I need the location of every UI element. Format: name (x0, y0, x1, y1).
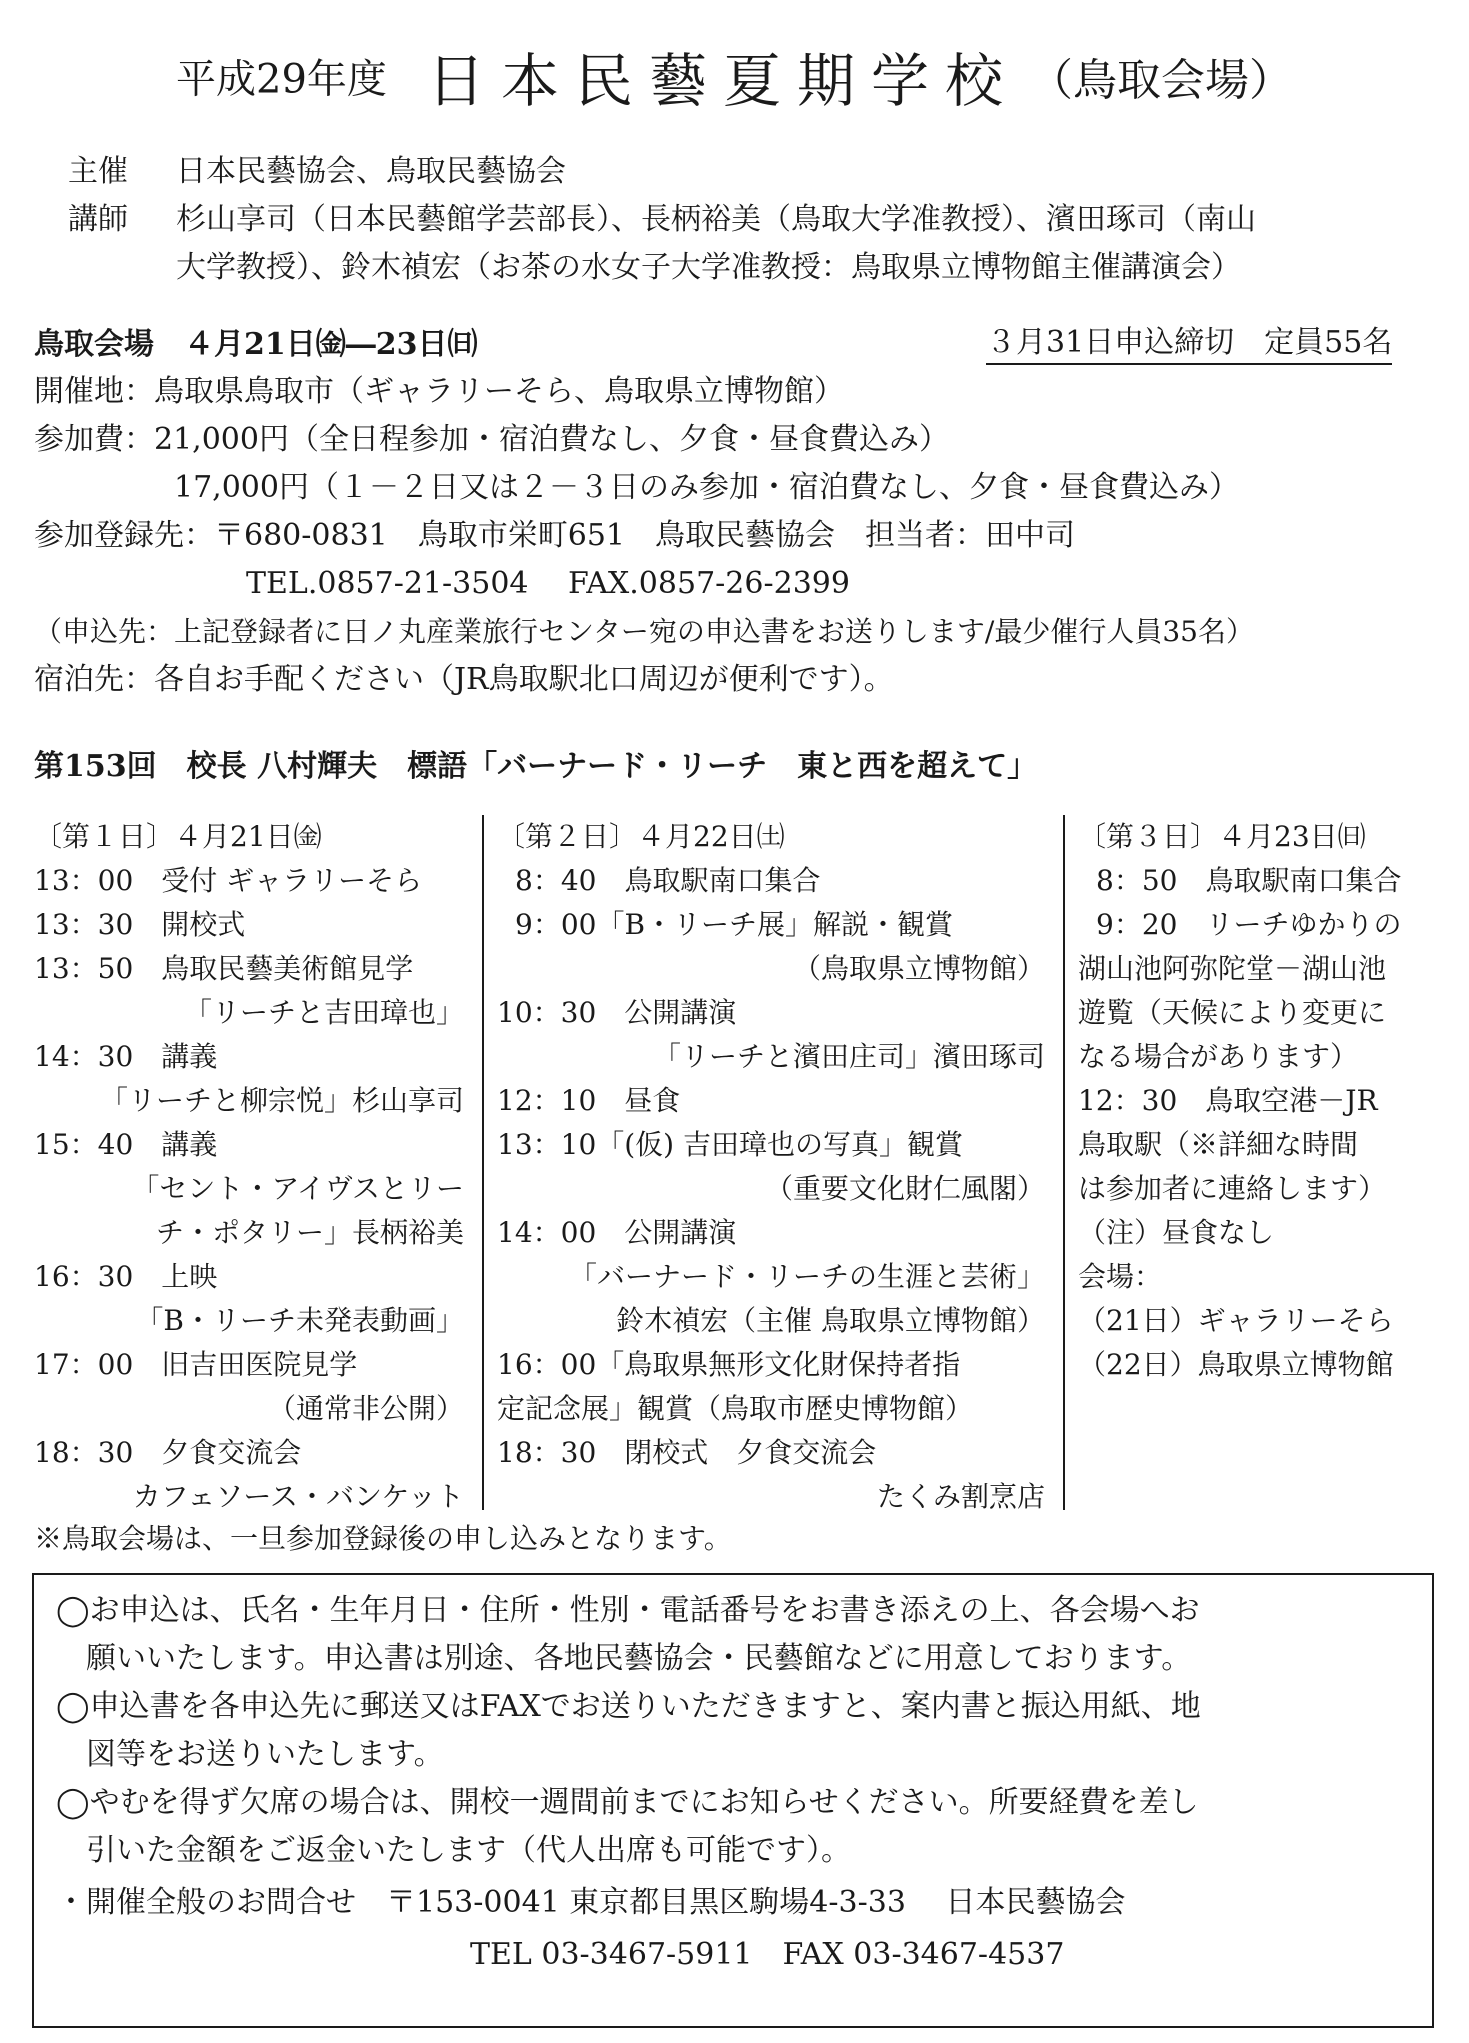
notice-line: 図等をお送りいたします。 (86, 1737, 444, 1772)
footnote: ※鳥取会場は、一旦参加登録後の申し込みとなります。 (34, 1522, 732, 1555)
schedule-item: カフェソース・バンケット (132, 1480, 464, 1513)
schedule-item: たくみ割烹店 (876, 1480, 1045, 1513)
schedule-item: 8：40 鳥取駅南口集合 (515, 864, 821, 897)
schedule-item: （通常非公開） (267, 1392, 464, 1425)
schedule-item: 鈴木禎宏（主催 鳥取県立博物館） (616, 1304, 1045, 1337)
schedule-item: （22日）鳥取県立博物館 (1078, 1348, 1394, 1381)
schedule-item: 13：10「(仮) 吉田璋也の写真」観賞 (497, 1128, 964, 1161)
schedule-item: チ・ポタリー」長柄裕美 (155, 1216, 464, 1249)
schedule-item: 「リーチと濱田庄司」濱田琢司 (652, 1040, 1045, 1073)
deadline-text: ３月31日申込締切 定員55名 (986, 323, 1392, 365)
schedule-item: 14：00 公開講演 (497, 1216, 737, 1249)
schedule-item: （21日）ギャラリーそら (1078, 1304, 1394, 1337)
schedule-item: 12：10 昼食 (497, 1084, 681, 1117)
schedule-item: 9：20 リーチゆかりの (1096, 908, 1402, 941)
schedule-item: 湖山池阿弥陀堂－湖山池 (1078, 952, 1387, 985)
session-heading: 鳥取会場 ４月21日㈮―23日㈰ (34, 327, 478, 362)
day-heading: 〔第１日〕４月21日㈮ (34, 820, 322, 853)
schedule-item: 12：30 鳥取空港－JR (1078, 1084, 1378, 1117)
location-text: 開催地：鳥取県鳥取市（ギャラリーそら、鳥取県立博物館） (34, 374, 844, 409)
title-main: 日本民藝夏期学校 (426, 47, 1019, 115)
schedule-item: 定記念展」観賞（鳥取市歴史博物館） (497, 1392, 974, 1425)
lecturers-line-2: 大学教授）、鈴木禎宏（お茶の水女子大学准教授：鳥取県立博物館主催講演会） (176, 250, 1241, 285)
notice-line: 引いた金額をご返金いたします（代人出席も可能です）。 (86, 1833, 851, 1868)
schedule-item: 13：00 受付 ギャラリーそら (34, 864, 423, 897)
schedule-item: 「リーチと吉田璋也」 (183, 996, 464, 1029)
schedule-item: 「バーナード・リーチの生涯と芸術」 (568, 1260, 1045, 1293)
notice-line: ◯申込書を各申込先に郵送又はFAXでお送りいただきますと、案内書と振込用紙、地 (56, 1689, 1201, 1724)
day-heading: 〔第３日〕４月23日㈰ (1078, 820, 1366, 853)
schedule-item: 16：00「鳥取県無形文化財保持者指 (497, 1348, 961, 1381)
schedule-day-1 (34, 815, 464, 1519)
schedule-item: 遊覧（天候により変更に (1078, 996, 1387, 1029)
host-text: 日本民藝協会、鳥取民藝協会 (176, 154, 566, 189)
schedule-item: 13：30 開校式 (34, 908, 246, 941)
fee-line-1: 参加費：21,000円（全日程参加・宿泊費なし、夕食・昼食費込み） (34, 422, 949, 457)
schedule-item: 「B・リーチ未発表動画」 (135, 1304, 464, 1337)
lodging-text: 宿泊先：各自お手配ください（JR鳥取駅北口周辺が便利です）。 (34, 662, 894, 697)
schedule-day-3 (1078, 815, 1438, 1387)
schedule-item: 18：30 閉校式 夕食交流会 (497, 1436, 877, 1469)
inquiry-phone: TEL 03-3467-5911 FAX 03-3467-4537 (470, 1937, 1065, 1972)
schedule-day-2 (497, 815, 1045, 1519)
page-title (0, 34, 1469, 118)
schedule-item: 8：50 鳥取駅南口集合 (1096, 864, 1402, 897)
schedule-item: 14：30 講義 (34, 1040, 218, 1073)
schedule-item: 会場： (1078, 1260, 1163, 1293)
title-year: 平成29年度 (176, 56, 387, 103)
schedule-item: 「リーチと柳宗悦」杉山享司 (99, 1084, 464, 1117)
fee-line-2: 17,000円（１－２日又は２－３日のみ参加・宿泊費なし、夕食・昼食費込み） (174, 470, 1239, 505)
schedule-item: 18：30 夕食交流会 (34, 1436, 302, 1469)
title-venue: （鳥取会場） (1028, 55, 1293, 106)
schedule-item: は参加者に連絡します） (1078, 1172, 1387, 1205)
schedule-item: 「セント・アイヴスとリー (131, 1172, 464, 1205)
column-divider (482, 815, 484, 1510)
lecturers-line-1: 杉山享司（日本民藝館学芸部長）、長柄裕美（鳥取大学准教授）、濱田琢司（南山 (176, 202, 1256, 237)
schedule-item: 鳥取駅（※詳細な時間 (1078, 1128, 1359, 1161)
schedule-item: （鳥取県立博物館） (792, 952, 1045, 985)
notice-line: ◯やむを得ず欠席の場合は、開校一週間前までにお知らせください。所要経費を差し (56, 1785, 1199, 1820)
notice-box (32, 1573, 1434, 2028)
schedule-item: 13：50 鳥取民藝美術館見学 (34, 952, 414, 985)
schedule-item: （重要文化財仁風閣） (764, 1172, 1045, 1205)
schedule-item: 15：40 講義 (34, 1128, 218, 1161)
schedule-item: 17：00 旧吉田医院見学 (34, 1348, 358, 1381)
schedule-item: 10：30 公開講演 (497, 996, 737, 1029)
registration-text: 参加登録先：〒680-0831 鳥取市栄町651 鳥取民藝協会 担当者：田中司 (34, 518, 1076, 553)
notice-line: ◯お申込は、氏名・生年月日・住所・性別・電話番号をお書き添えの上、各会場へお (56, 1593, 1200, 1628)
contact-text: TEL.0857-21-3504 FAX.0857-26-2399 (246, 566, 850, 601)
schedule-item: 16：30 上映 (34, 1260, 218, 1293)
schedule-item: 9：00「B・リーチ展」解説・観賞 (515, 908, 954, 941)
theme-heading: 第153回 校長 八村輝夫 標語「バーナード・リーチ 東と西を超えて」 (34, 749, 1038, 784)
application-note: （申込先：上記登録者に日ノ丸産業旅行センター宛の申込書をお送りします/最少催行人員35名） (34, 615, 1254, 648)
inquiry-address: ・開催全般のお問合せ 〒153-0041 東京都目黒区駒場4-3-33 日本民藝協会 (56, 1885, 1126, 1920)
notice-line: 願いいたします。申込書は別途、各地民藝協会・民藝館などに用意しております。 (86, 1641, 1192, 1676)
day-heading: 〔第２日〕４月22日㈯ (497, 820, 785, 853)
schedule-item: なる場合があります） (1078, 1040, 1359, 1073)
schedule-item: （注）昼食なし (1078, 1216, 1275, 1249)
host-label: 主催 (68, 154, 128, 189)
lecturer-label: 講師 (68, 202, 128, 237)
column-divider (1063, 815, 1065, 1510)
